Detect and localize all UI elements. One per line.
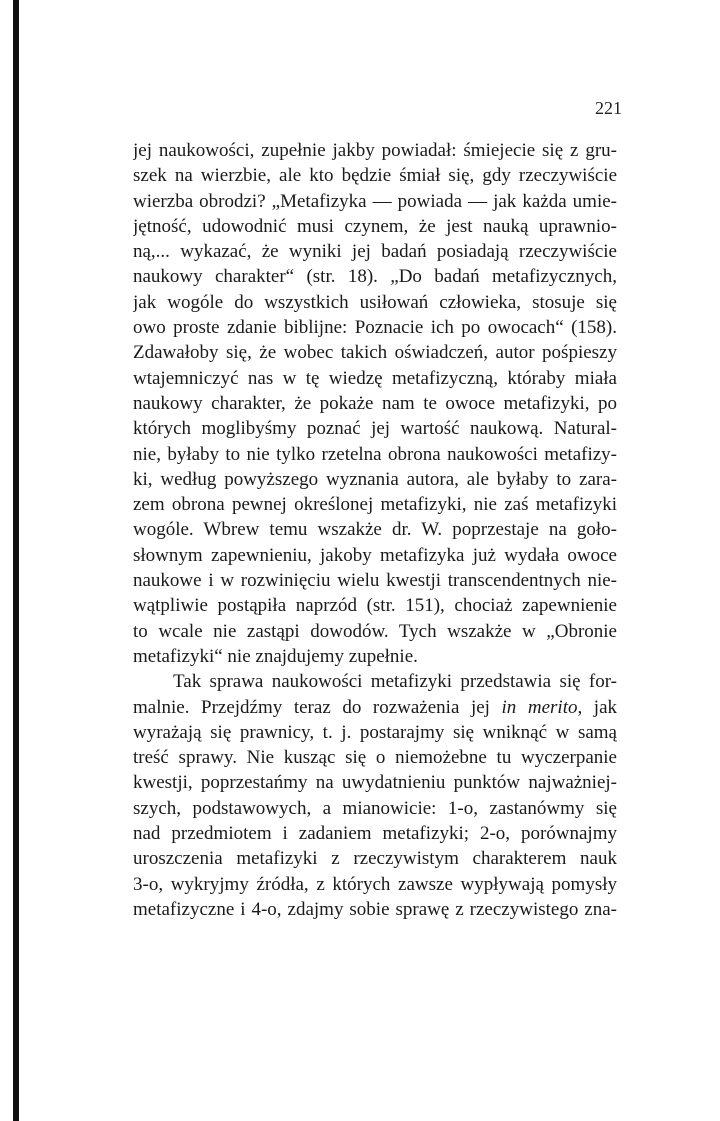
paragraph bbox=[133, 669, 617, 922]
text-segment: zem obrona pewnej określonej metafizyki, nie zaś metafizyki bbox=[133, 494, 617, 516]
text-segment: wogóle. Wbrew temu wszakże dr. W. poprzestaje na goło- bbox=[133, 519, 617, 541]
text-segment: wątpliwie postąpiła naprzód (str. 151), chociaż zapewnienie bbox=[133, 595, 617, 617]
text-segment: naukowy charakter, że pokaże nam te owoce metafizyki, po bbox=[133, 392, 617, 414]
text-segment: których moglibyśmy poznać jej wartość naukową. Natural- bbox=[133, 418, 617, 440]
text-segment: szek na wierzbie, ale kto będzie śmiał się, gdy rzeczywiście bbox=[133, 165, 617, 187]
text-line bbox=[133, 492, 617, 517]
text-segment: nie, byłaby to nie tylko rzetelna obrona naukowości metafizy- bbox=[133, 443, 617, 465]
text-line bbox=[133, 163, 617, 188]
text-line bbox=[133, 593, 617, 618]
text-line bbox=[133, 416, 617, 441]
text-line bbox=[133, 391, 617, 416]
text-segment: uroszczenia metafizyki z rzeczywistym charakterem nauk bbox=[133, 848, 617, 870]
text-segment: naukowy charakter“ (str. 18). „Do badań metafizycznych, bbox=[133, 266, 617, 288]
text-segment: Zdawałoby się, że wobec takich oświadczeń, autor pośpieszy bbox=[133, 342, 617, 364]
text-line bbox=[133, 821, 617, 846]
text-line bbox=[133, 340, 617, 365]
text-segment: ną,... wykazać, że wyniki jej badań posiadają rzeczywiście bbox=[133, 241, 617, 263]
text-line bbox=[133, 619, 617, 644]
text-segment: jak wogóle do wszystkich usiłowań człowieka, stosuje się bbox=[133, 291, 617, 313]
text-line bbox=[133, 695, 617, 720]
text-segment: treść sprawy. Nie kusząc się o niemożebne tu wyczerpanie bbox=[133, 747, 617, 769]
text-segment: naukowe i w rozwinięciu wielu kwestji transcendentnych nie- bbox=[133, 570, 617, 592]
text-segment: to wcale nie zastąpi dowodów. Tych wszakże w „Obronie bbox=[133, 620, 617, 642]
text-segment: nad przedmiotem i zadaniem metafizyki; 2-o, porównajmy bbox=[133, 823, 617, 845]
text-line bbox=[133, 467, 617, 492]
text-line bbox=[133, 745, 617, 770]
text-line bbox=[133, 366, 617, 391]
text-segment: metafizyczne i 4-o, zdajmy sobie sprawę z rzeczywistego zna- bbox=[133, 898, 617, 920]
text-segment: kwestji, poprzestańmy na uwydatnieniu punktów najważniej- bbox=[133, 772, 617, 794]
paragraph bbox=[133, 138, 617, 669]
text-segment: jętność, udowodnić musi czynem, że jest nauką uprawnio- bbox=[133, 215, 617, 237]
text-line bbox=[133, 543, 617, 568]
text-line bbox=[133, 290, 617, 315]
text-segment: 3-o, wykryjmy źródła, z których zawsze wypływają pomysły bbox=[133, 873, 617, 895]
text-segment: owo proste zdanie biblijne: Poznacie ich po owocach“ (158). bbox=[133, 317, 617, 339]
text-segment: Tak sprawa naukowości metafizyki przedstawia się for- bbox=[173, 671, 617, 693]
text-segment: ki, według powyższego wyznania autora, ale byłaby to zara- bbox=[133, 468, 617, 490]
page-number: 221 bbox=[595, 98, 622, 118]
text-line bbox=[133, 442, 617, 467]
text-segment: wierzba obrodzi? „Metafizyka — powiada — jak każda umie- bbox=[133, 190, 617, 212]
binding-edge bbox=[13, 0, 19, 1121]
text-line bbox=[133, 770, 617, 795]
text-segment: malnie. Przejdźmy teraz do rozważenia jej bbox=[133, 696, 502, 718]
text-segment: słownym zapewnieniu, jakoby metafizyka już wydała owoce bbox=[133, 544, 617, 566]
text-line bbox=[133, 189, 617, 214]
text-line bbox=[133, 897, 617, 922]
text-line bbox=[133, 315, 617, 340]
text-line bbox=[133, 239, 617, 264]
text-segment: metafizyki“ nie znajdujemy zupełnie. bbox=[133, 645, 418, 667]
text-line bbox=[133, 796, 617, 821]
body-text bbox=[133, 138, 617, 922]
text-segment: wtajemniczyć nas w tę wiedzę metafizyczną, któraby miała bbox=[133, 367, 617, 389]
text-line bbox=[133, 568, 617, 593]
text-line bbox=[133, 846, 617, 871]
text-line bbox=[133, 138, 617, 163]
text-segment: szych, podstawowych, a mianowicie: 1-o, zastanówmy się bbox=[133, 797, 617, 819]
text-line bbox=[133, 214, 617, 239]
text-line bbox=[133, 517, 617, 542]
text-line bbox=[133, 669, 617, 694]
text-line bbox=[133, 644, 617, 669]
text-segment: , jak bbox=[577, 696, 617, 718]
italic-phrase: in merito bbox=[501, 696, 578, 718]
text-line bbox=[133, 872, 617, 897]
text-line bbox=[133, 720, 617, 745]
text-line bbox=[133, 264, 617, 289]
text-segment: wyrażają się prawnicy, t. j. postarajmy się wniknąć w samą bbox=[133, 721, 617, 743]
text-segment: jej naukowości, zupełnie jakby powiadał: śmiejecie się z gru- bbox=[133, 140, 617, 161]
